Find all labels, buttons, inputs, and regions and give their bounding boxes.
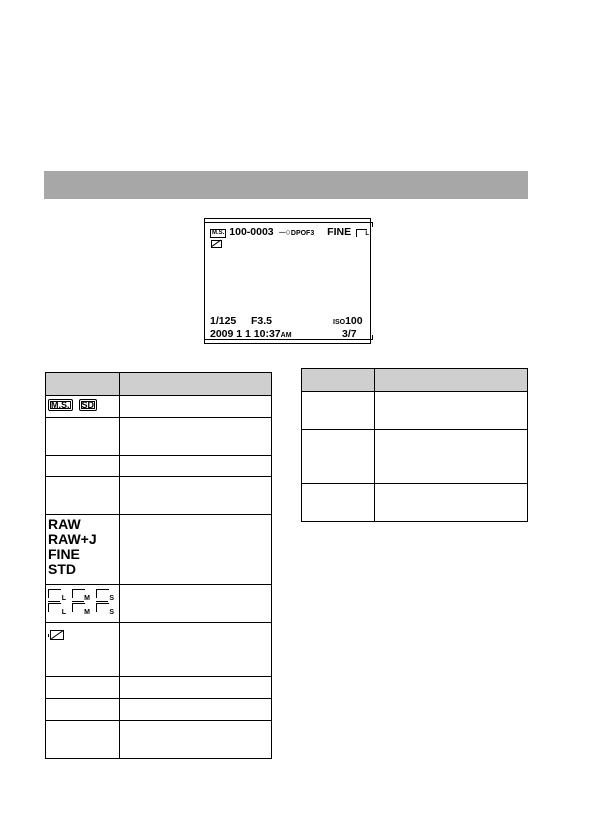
lcd-shutter: 1/125: [210, 315, 237, 327]
sd-card-icon: SD: [79, 399, 98, 411]
format-raw: RAW: [48, 516, 81, 532]
battery-warning-icon: [211, 240, 222, 248]
lcd-ampm: AM: [280, 332, 292, 339]
lcd-battery-row: [211, 239, 222, 251]
header-cell: [46, 373, 120, 396]
table-row: [46, 477, 272, 515]
table-row: [46, 515, 272, 585]
size-wide-small-icon: S: [96, 603, 109, 612]
size-large-icon: L: [48, 589, 61, 598]
protect-key-icon: ─○: [276, 227, 291, 237]
size-wide-medium-icon: M: [72, 603, 85, 612]
lcd-date-value: 2009 1 1 10:37: [210, 328, 281, 340]
table-cell: [120, 623, 272, 677]
quality-formats-cell: [46, 515, 120, 585]
lcd-iso: [333, 315, 363, 329]
table-row: [302, 484, 528, 522]
lcd-display-illustration: [204, 218, 371, 344]
table-cell: [120, 585, 272, 623]
lcd-file-number: 100-0003: [229, 226, 274, 238]
header-cell: [120, 373, 272, 396]
lcd-date: [210, 328, 292, 342]
table-cell: [302, 484, 375, 522]
table-row: [46, 396, 272, 418]
table-cell: [120, 418, 272, 456]
section-header-band: [44, 171, 528, 199]
header-cell: [302, 369, 375, 392]
table-cell: [120, 677, 272, 699]
table-cell: [46, 699, 120, 721]
battery-icon-cell: [46, 623, 120, 677]
size-medium-icon: M: [72, 589, 85, 598]
table-row: [46, 456, 272, 477]
format-raw-jpeg: RAW+J: [48, 531, 97, 547]
battery-warning-icon: [50, 630, 64, 640]
image-size-icons-cell: [46, 585, 120, 623]
lcd-dpof: DPOF3: [290, 230, 315, 237]
table-row: [46, 418, 272, 456]
lcd-size-icon: [356, 228, 367, 240]
table-cell: [120, 396, 272, 418]
table-cell: [46, 477, 120, 515]
memory-stick-icon: M.S.: [48, 399, 73, 411]
table-cell: [120, 515, 272, 585]
table-cell: [46, 456, 120, 477]
format-std: STD: [48, 561, 76, 577]
image-size-large-icon: L: [356, 229, 367, 237]
lcd-quality: FINE: [327, 226, 352, 238]
size-wide-large-icon: L: [48, 603, 61, 612]
size-small-icon: S: [96, 589, 109, 598]
table-cell: [46, 418, 120, 456]
lcd-aperture: F3.5: [251, 315, 273, 327]
table-header-row: [46, 373, 272, 396]
table-row: [46, 699, 272, 721]
table-cell: [120, 699, 272, 721]
lcd-iso-value: 100: [345, 315, 363, 327]
right-indicator-table: [301, 368, 528, 522]
table-cell: [46, 677, 120, 699]
table-cell: [46, 721, 120, 759]
media-icons-cell: [46, 396, 120, 418]
table-row: [46, 585, 272, 623]
lcd-frame-counter: 3/7: [342, 328, 357, 340]
left-indicator-table: [45, 372, 272, 759]
table-cell: [302, 430, 375, 484]
table-cell: [120, 721, 272, 759]
table-header-row: [302, 369, 528, 392]
table-row: [46, 623, 272, 677]
table-row: [302, 392, 528, 430]
table-cell: [375, 392, 528, 430]
lcd-top-row: [210, 226, 351, 240]
table-cell: [375, 484, 528, 522]
table-cell: [375, 430, 528, 484]
table-cell: [302, 392, 375, 430]
table-row: [46, 721, 272, 759]
table-cell: [120, 456, 272, 477]
header-cell: [375, 369, 528, 392]
format-fine: FINE: [48, 546, 80, 562]
lcd-iso-label: ISO: [333, 319, 346, 326]
table-row: [46, 677, 272, 699]
memory-stick-icon: M.S.: [212, 230, 225, 236]
table-row: [302, 430, 528, 484]
table-cell: [120, 477, 272, 515]
